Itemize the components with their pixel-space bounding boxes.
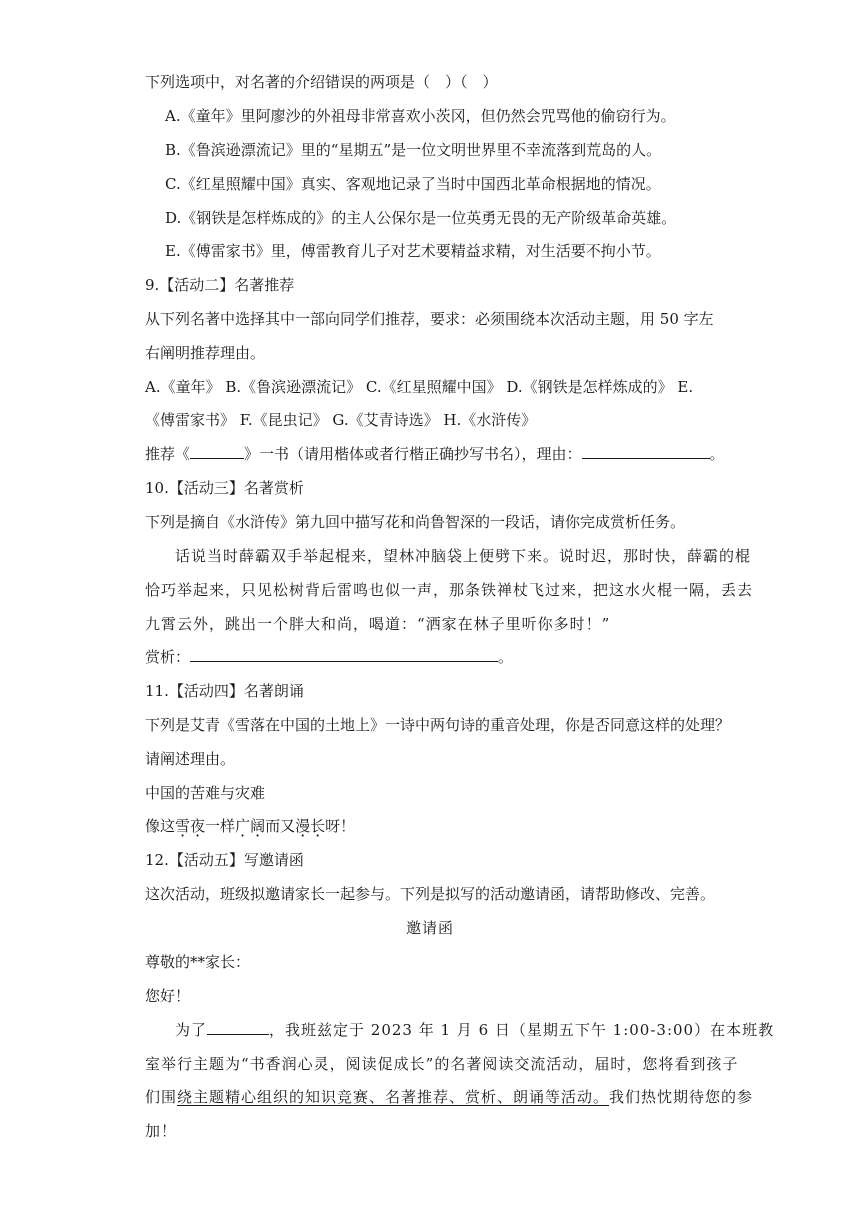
letter-salutation: 尊敬的**家长：	[145, 953, 251, 971]
q10-appreciation-end: 。	[498, 648, 514, 666]
stressed-char: 阔	[250, 817, 266, 835]
stressed-char: 广	[235, 817, 251, 835]
q10-passage-line-2: 恰巧举起来，只见松树背后雷鸣也似一声，那条铁禅杖飞过来，把这水火棍一隔，丢去	[145, 581, 754, 599]
letter-text: 为了	[175, 1021, 208, 1039]
letter-body-line-1	[175, 1020, 774, 1040]
stressed-char: 夜	[190, 817, 206, 835]
letter-text: ，我班兹定于 2023 年 1 月 6 日（星期五下午 1:00-3:00）在本班教	[269, 1021, 775, 1039]
letter-title: 邀请函	[405, 919, 454, 937]
appreciation-blank[interactable]	[190, 647, 498, 662]
q10-intro: 下列是摘自《水浒传》第九回中描写花和尚鲁智深的一段话，请你完成赏析任务。	[145, 513, 686, 531]
letter-greeting: 您好！	[145, 987, 191, 1005]
book-name-blank[interactable]	[190, 444, 244, 459]
q9-recommend-line	[145, 444, 725, 464]
letter-body-line-3	[145, 1087, 753, 1107]
q8-option-a: A.《童年》里阿廖沙的外祖母非常喜欢小茨冈，但仍然会咒骂他的偷窃行为。	[165, 107, 676, 125]
q9-books-line-1: A.《童年》 B.《鲁滨逊漂流记》 C.《红星照耀中国》 D.《钢铁是怎样炼成的》 E.	[145, 378, 694, 396]
purpose-blank[interactable]	[207, 1020, 269, 1035]
q11-poem-line-1: 中国的苦难与灾难	[145, 784, 266, 802]
q12-intro: 这次活动，班级拟邀请家长一起参与。下列是拟写的活动邀请函，请帮助修改、完善。	[145, 885, 716, 903]
poem-text: 一样	[205, 817, 236, 835]
q10-passage-line-1: 话说当时薛霸双手举起棍来，望林冲脑袋上便劈下来。说时迟，那时快，薛霸的棍	[175, 547, 752, 565]
q9-requirement-line-1: 从下列名著中选择其中一部向同学们推荐，要求：必须围绕本次活动主题，用 50 字左	[145, 310, 714, 328]
poem-text: 像这	[145, 817, 176, 835]
poem-text: 而又	[265, 817, 296, 835]
q9-books-line-2: 《傅雷家书》 F.《昆虫记》 G.《艾青诗选》 H.《水浒传》	[145, 411, 537, 429]
q8-option-c: C.《红星照耀中国》真实、客观地记录了当时中国西北革命根据地的情况。	[165, 175, 661, 193]
q10-passage-line-3: 九霄云外，跳出一个胖大和尚，喝道：“洒家在林子里听你多时！”	[145, 615, 611, 633]
q8-option-d: D.《钢铁是怎样炼成的》的主人公保尔是一位英勇无畏的无产阶级革命英雄。	[165, 209, 677, 227]
q9-title: 9.【活动二】名著推荐	[145, 276, 295, 294]
letter-text: 我们热忱期待您的参	[609, 1088, 754, 1106]
q9-recommend-end: 。	[709, 445, 725, 463]
q9-recommend-prefix: 推荐《	[145, 445, 191, 463]
stressed-char: 雪	[175, 817, 191, 835]
stressed-char: 漫	[295, 817, 311, 835]
q12-title: 12.【活动五】写邀请函	[145, 851, 304, 869]
reason-blank[interactable]	[582, 444, 710, 459]
q9-requirement-line-2: 右阐明推荐理由。	[145, 344, 266, 362]
q10-appreciation-line	[145, 647, 513, 667]
underlined-sentence: 绕主题精心组织的知识竞赛、名著推荐、赏析、朗诵等活动。	[177, 1088, 610, 1106]
q11-poem-line-2	[145, 816, 355, 836]
letter-body-line-2: 室举行主题为“书香润心灵，阅读促成长”的名著阅读交流活动，届时，您将看到孩子	[145, 1055, 739, 1073]
q8-option-b: B.《鲁滨逊漂流记》里的“星期五”是一位文明世界里不幸流落到荒岛的人。	[165, 141, 662, 159]
q11-title: 11.【活动四】名著朗诵	[145, 682, 304, 700]
q8-stem: 下列选项中，对名著的介绍错误的两项是（ ）（ ）	[145, 73, 498, 91]
poem-text: 呀！	[325, 817, 356, 835]
q9-recommend-mid: 》一书（请用楷体或者行楷正确抄写书名），理由：	[244, 445, 582, 463]
q8-option-e: E.《傅雷家书》里，傅雷教育儿子对艺术要精益求精，对生活要不拘小节。	[165, 242, 661, 260]
stressed-char: 长	[310, 817, 326, 835]
letter-body-line-4: 加！	[145, 1122, 178, 1140]
q11-intro-line-2: 请阐述理由。	[145, 750, 236, 768]
q10-appreciation-label: 赏析：	[145, 648, 191, 666]
letter-text: 们围	[145, 1088, 178, 1106]
q10-title: 10.【活动三】名著赏析	[145, 479, 304, 497]
q11-intro-line-1: 下列是艾青《雪落在中国的土地上》一诗中两句诗的重音处理，你是否同意这样的处理？	[145, 716, 731, 734]
